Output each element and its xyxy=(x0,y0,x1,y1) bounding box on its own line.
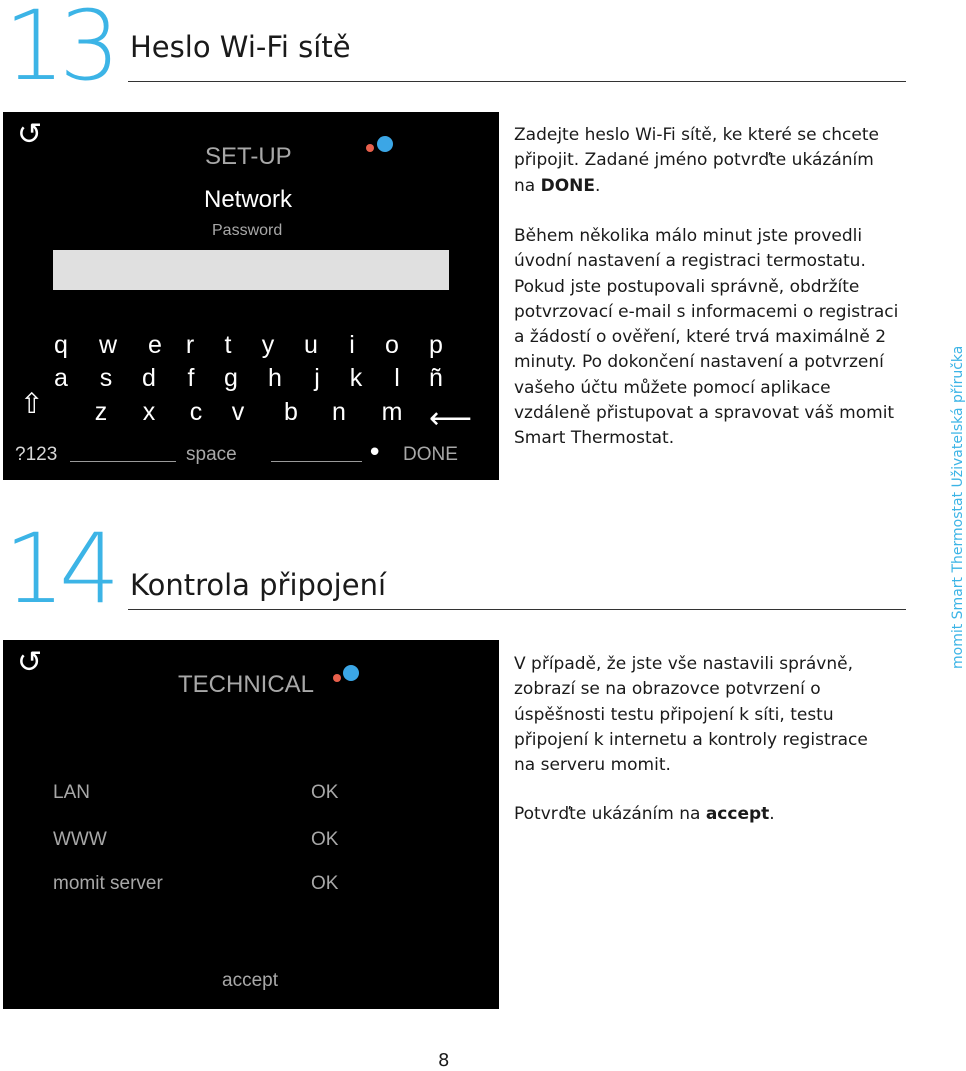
accept-emphasis: accept xyxy=(705,804,770,824)
paragraph-text: Potvrďte ukázáním na xyxy=(514,804,706,824)
paragraph-text: . xyxy=(769,804,775,824)
www-label: WWW xyxy=(53,829,107,850)
dot-key[interactable]: • xyxy=(367,438,383,468)
section-divider xyxy=(128,81,906,82)
status-dot-blue xyxy=(377,136,393,152)
mode-key[interactable]: ?123 xyxy=(15,444,58,465)
key-u[interactable]: u xyxy=(304,331,318,359)
technical-screen xyxy=(3,640,499,1009)
backspace-key-icon[interactable]: ⟵ xyxy=(429,401,473,436)
status-dot-orange xyxy=(366,144,374,152)
section-title-13: Heslo Wi-Fi sítě xyxy=(130,30,351,64)
paragraph-text: . xyxy=(595,175,601,196)
key-b[interactable]: b xyxy=(284,398,298,426)
password-input[interactable] xyxy=(53,250,449,290)
key-l[interactable]: l xyxy=(394,364,400,392)
screen-title: SET-UP xyxy=(205,143,292,170)
paragraph-text: Zadejte heslo Wi-Fi sítě, ke které se chcete připojit. Zadané jméno potvrďte ukázáním na xyxy=(514,125,879,196)
done-emphasis: DONE xyxy=(540,175,596,196)
key-v[interactable]: v xyxy=(231,398,245,426)
key-m[interactable]: m xyxy=(381,398,403,426)
shift-key-icon[interactable]: ⇧ xyxy=(20,387,44,420)
back-icon[interactable]: ↺ xyxy=(17,117,43,152)
key-f[interactable]: f xyxy=(187,364,195,392)
key-underline xyxy=(70,461,176,462)
key-k[interactable]: k xyxy=(349,364,363,392)
back-icon[interactable]: ↺ xyxy=(17,645,43,680)
sidebar-manual-title: momit Smart Thermostat Uživatelská příručka xyxy=(950,345,966,669)
key-o[interactable]: o xyxy=(385,331,399,359)
key-s[interactable]: s xyxy=(99,364,113,392)
key-h[interactable]: h xyxy=(268,364,282,392)
key-c[interactable]: c xyxy=(189,398,203,426)
www-status: OK xyxy=(311,829,339,850)
accept-button[interactable]: accept xyxy=(222,970,278,991)
key-w[interactable]: w xyxy=(98,331,118,359)
key-y[interactable]: y xyxy=(261,331,275,359)
connection-paragraph: V případě, že jste vše nastavili správně, zobrazí se na obrazovce potvrzení o úspěšnosti testu připojení k síti, testu připojení k internetu a kontroly registrace na serveru momit. xyxy=(514,654,868,776)
page-number: 8 xyxy=(438,1050,450,1071)
accept-instruction xyxy=(514,802,884,827)
instruction-paragraph xyxy=(514,123,894,199)
lan-status: OK xyxy=(311,782,339,803)
key-e[interactable]: e xyxy=(148,331,162,359)
key-i[interactable]: i xyxy=(349,331,355,359)
key-j[interactable]: j xyxy=(314,364,320,392)
key-ñ[interactable]: ñ xyxy=(429,364,443,392)
key-z[interactable]: z xyxy=(94,398,108,426)
key-x[interactable]: x xyxy=(142,398,156,426)
key-n[interactable]: n xyxy=(332,398,346,426)
key-underline xyxy=(271,461,362,462)
space-key[interactable]: space xyxy=(186,444,237,465)
status-dot-blue xyxy=(343,665,359,681)
key-g[interactable]: g xyxy=(224,364,238,392)
setup-complete-paragraph: Během několika málo minut jste provedli úvodní nastavení a registraci termostatu. Pokud jste postupovali správně, obdržíte potvrzovací e-mail s informacemi o registraci a žádostí o ověření, které trvá maximálně 2 minuty. Po dokončení nastavení a potvrzení vašeho účtu můžete pomocí aplikace vzdáleně přistupovat a spravovat váš momit Smart Thermostat. xyxy=(514,226,899,449)
section-number-13: 13 xyxy=(4,0,115,102)
done-key[interactable]: DONE xyxy=(403,444,458,465)
setup-screen xyxy=(3,112,499,480)
key-p[interactable]: p xyxy=(429,331,443,359)
key-t[interactable]: t xyxy=(224,331,232,359)
password-label: Password xyxy=(212,222,283,239)
network-label: Network xyxy=(204,186,293,213)
section-title-14: Kontrola připojení xyxy=(130,568,387,602)
key-r[interactable]: r xyxy=(185,331,195,359)
status-dot-orange xyxy=(333,674,341,682)
server-status: OK xyxy=(311,873,339,894)
section-divider xyxy=(128,609,906,610)
key-d[interactable]: d xyxy=(142,364,156,392)
key-a[interactable]: a xyxy=(54,364,68,392)
section-number-14: 14 xyxy=(4,513,115,625)
key-q[interactable]: q xyxy=(54,331,68,359)
server-label: momit server xyxy=(53,873,163,894)
lan-label: LAN xyxy=(53,782,90,803)
screen-title: TECHNICAL xyxy=(178,671,315,698)
